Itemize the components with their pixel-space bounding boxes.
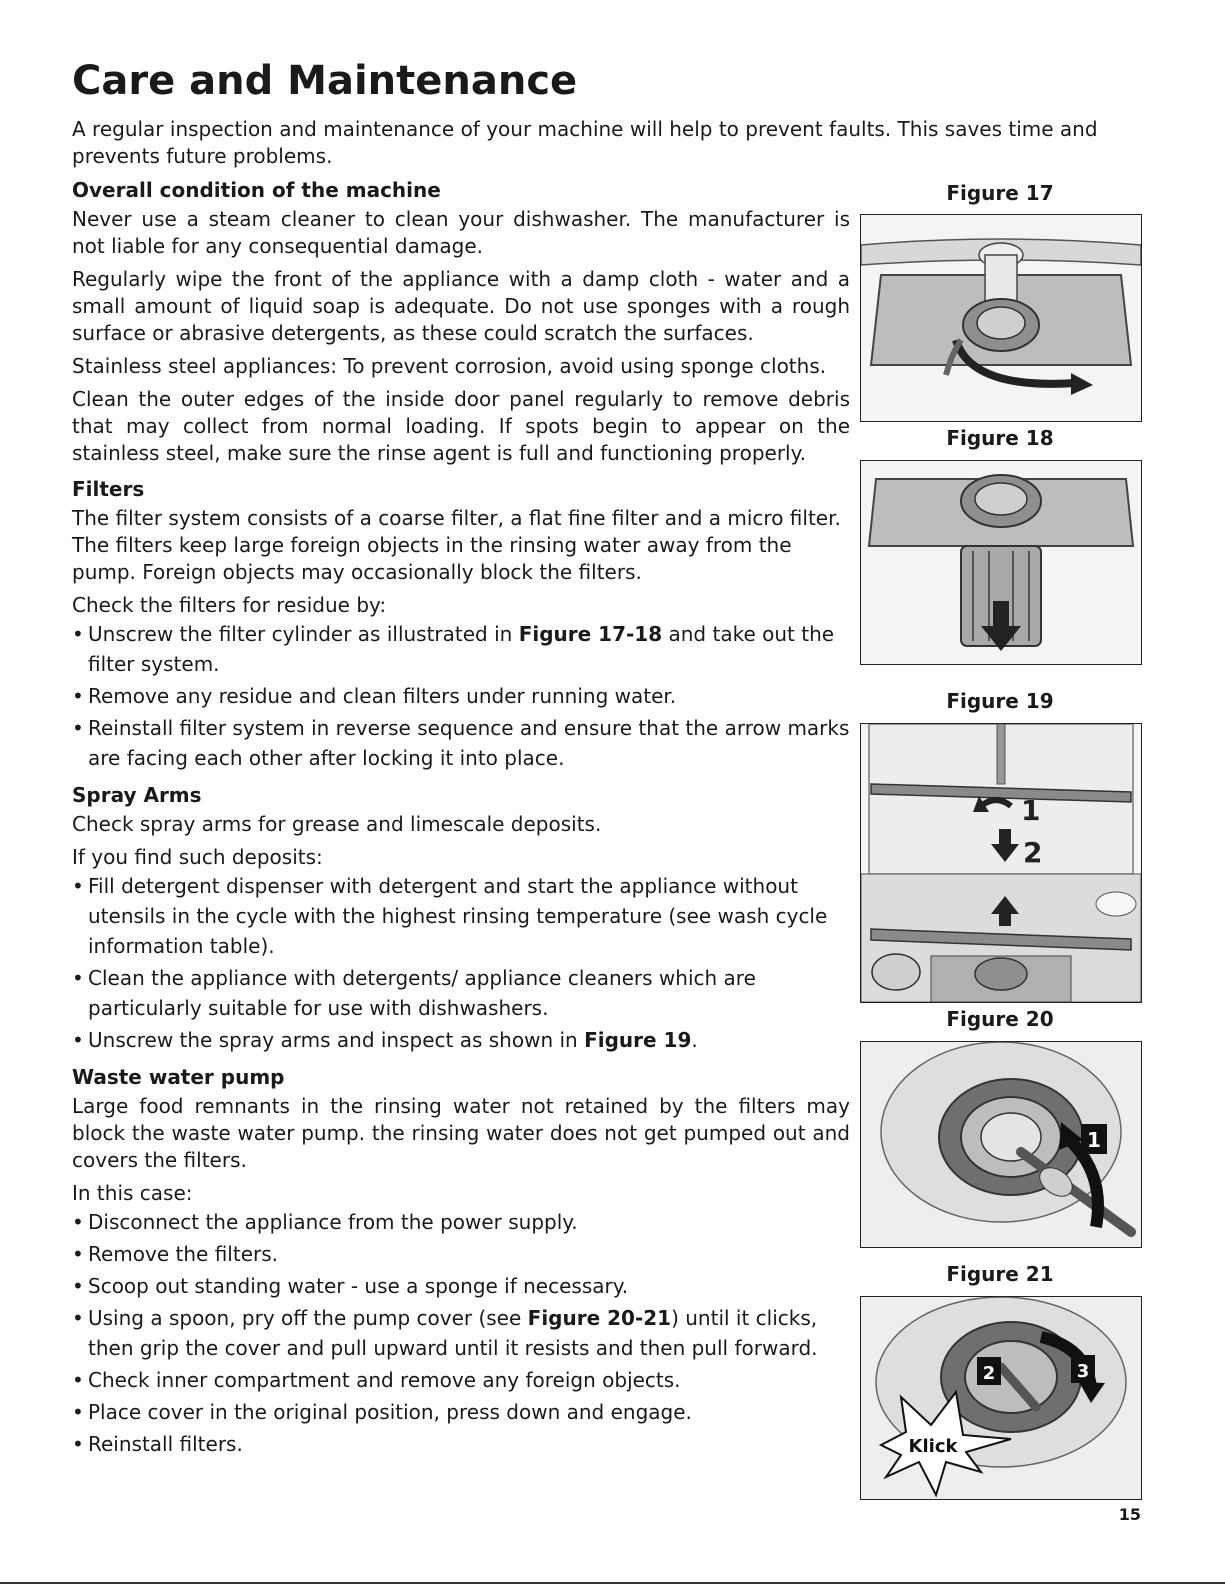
figure-21-caption: Figure 21 [946,1262,1054,1286]
list-item: • Reinstall filter system in reverse sequence and ensure that the arrow marks are facing each other after locking it into place. [72,713,850,773]
list-item-text: and take out the filter system. [88,622,835,676]
list-item-text: Unscrew the filter cylinder as illustrated in [88,622,519,646]
intro-text: A regular inspection and maintenance of your machine will help to prevent faults. This saves time and prevents future problems. [72,117,1098,168]
spray-paragraph-1: Check spray arms for grease and limescale deposits. [72,812,602,836]
figure-reference: Figure 20-21 [527,1306,672,1330]
figure-20-caption: Figure 20 [946,1007,1054,1031]
heading-overall-condition: Overall condition of the machine [72,178,441,202]
spray-steps-list [72,871,850,1055]
list-item: • Remove the filters. [72,1239,850,1269]
filters-steps-list [72,619,850,773]
figure-18-image [860,460,1142,665]
figure-20-image [860,1041,1142,1248]
list-item: • Scoop out standing water - use a sponge if necessary. [72,1271,850,1301]
step-3-label: 3 [1076,1361,1090,1382]
spray-paragraph-2: If you find such deposits: [72,845,323,869]
page-title: Care and Maintenance [72,58,578,104]
overall-paragraph-4: Clean the outer edges of the inside door panel regularly to remove debris that may collect from normal loading. If spots begin to appear on the stainless steel, make sure the rinse agent is full and functioning properly. [72,387,850,465]
figure-19-caption: Figure 19 [946,689,1054,713]
figure-21-image [860,1296,1142,1500]
filters-paragraph-1: The filter system consists of a coarse filter, a flat fine filter and a micro filter. The filters keep large foreign objects in the rinsing water away from the pump. Foreign objects may occasionally block the filters. [72,506,841,584]
list-item-text: ) until it clicks, then grip the cover and pull upward until it resists and then pull forward. [88,1306,818,1360]
heading-spray-arms: Spray Arms [72,783,202,807]
step-2-label: 2 [1023,836,1043,869]
figure-18-caption: Figure 18 [946,426,1054,450]
figure-19-image [860,723,1142,1003]
list-item [72,619,850,679]
klick-label: Klick [908,1436,958,1457]
list-item: • Fill detergent dispenser with detergent and start the appliance without utensils in the cycle with the highest rinsing temperature (see wash cycle information table). [72,871,850,961]
figure-17-image [860,214,1142,422]
heading-filters: Filters [72,477,145,501]
page-number: 15 [1118,1505,1141,1524]
list-item: • Remove any residue and clean filters under running water. [72,681,850,711]
main-text-column [72,176,850,1465]
step-2-label: 2 [982,1363,996,1384]
list-item [72,1303,850,1363]
bottom-rule [0,1582,1225,1584]
list-item: • Reinstall filters. [72,1429,850,1459]
pump-cover-pry-illustration [861,1042,1141,1247]
list-item: • Check inner compartment and remove any foreign objects. [72,1365,850,1395]
list-item: • Clean the appliance with detergents/ appliance cleaners which are particularly suitable for use with dishwashers. [72,963,850,1023]
filters-paragraph-2: Check the filters for residue by: [72,593,387,617]
filter-unscrew-illustration [861,215,1141,421]
list-item-text: . [691,1028,698,1052]
overall-paragraph-2: Regularly wipe the front of the appliance with a damp cloth - water and a small amount of liquid soap is adequate. Do not use sponges with a rough surface or abrasive detergents, as these could scratch the surfaces. [72,267,850,345]
step-1-label: 1 [1021,794,1041,827]
overall-paragraph-1: Never use a steam cleaner to clean your dishwasher. The manufacturer is not liable for any consequential damage. [72,207,850,258]
pump-paragraph-2: In this case: [72,1181,193,1205]
list-item [72,1025,850,1055]
list-item-text: Unscrew the spray arms and inspect as shown in [88,1028,585,1052]
list-item: • Place cover in the original position, press down and engage. [72,1397,850,1427]
filter-removal-illustration [861,461,1141,664]
list-item-text: Using a spoon, pry off the pump cover (see [88,1306,528,1330]
pump-steps-list [72,1207,850,1459]
pump-paragraph-1: Large food remnants in the rinsing water not retained by the filters may block the waste water pump. the rinsing water does not get pumped out and covers the filters. [72,1094,850,1172]
pump-cover-klick-illustration [861,1297,1141,1499]
list-item: • Disconnect the appliance from the power supply. [72,1207,850,1237]
spray-arm-illustration [861,724,1141,1002]
heading-waste-water-pump: Waste water pump [72,1065,285,1089]
figure-reference: Figure 17-18 [518,622,663,646]
figure-reference: Figure 19 [584,1028,692,1052]
step-1-label: 1 [1087,1128,1101,1152]
overall-paragraph-3: Stainless steel appliances: To prevent corrosion, avoid using sponge cloths. [72,354,827,378]
figure-17-caption: Figure 17 [946,181,1054,205]
